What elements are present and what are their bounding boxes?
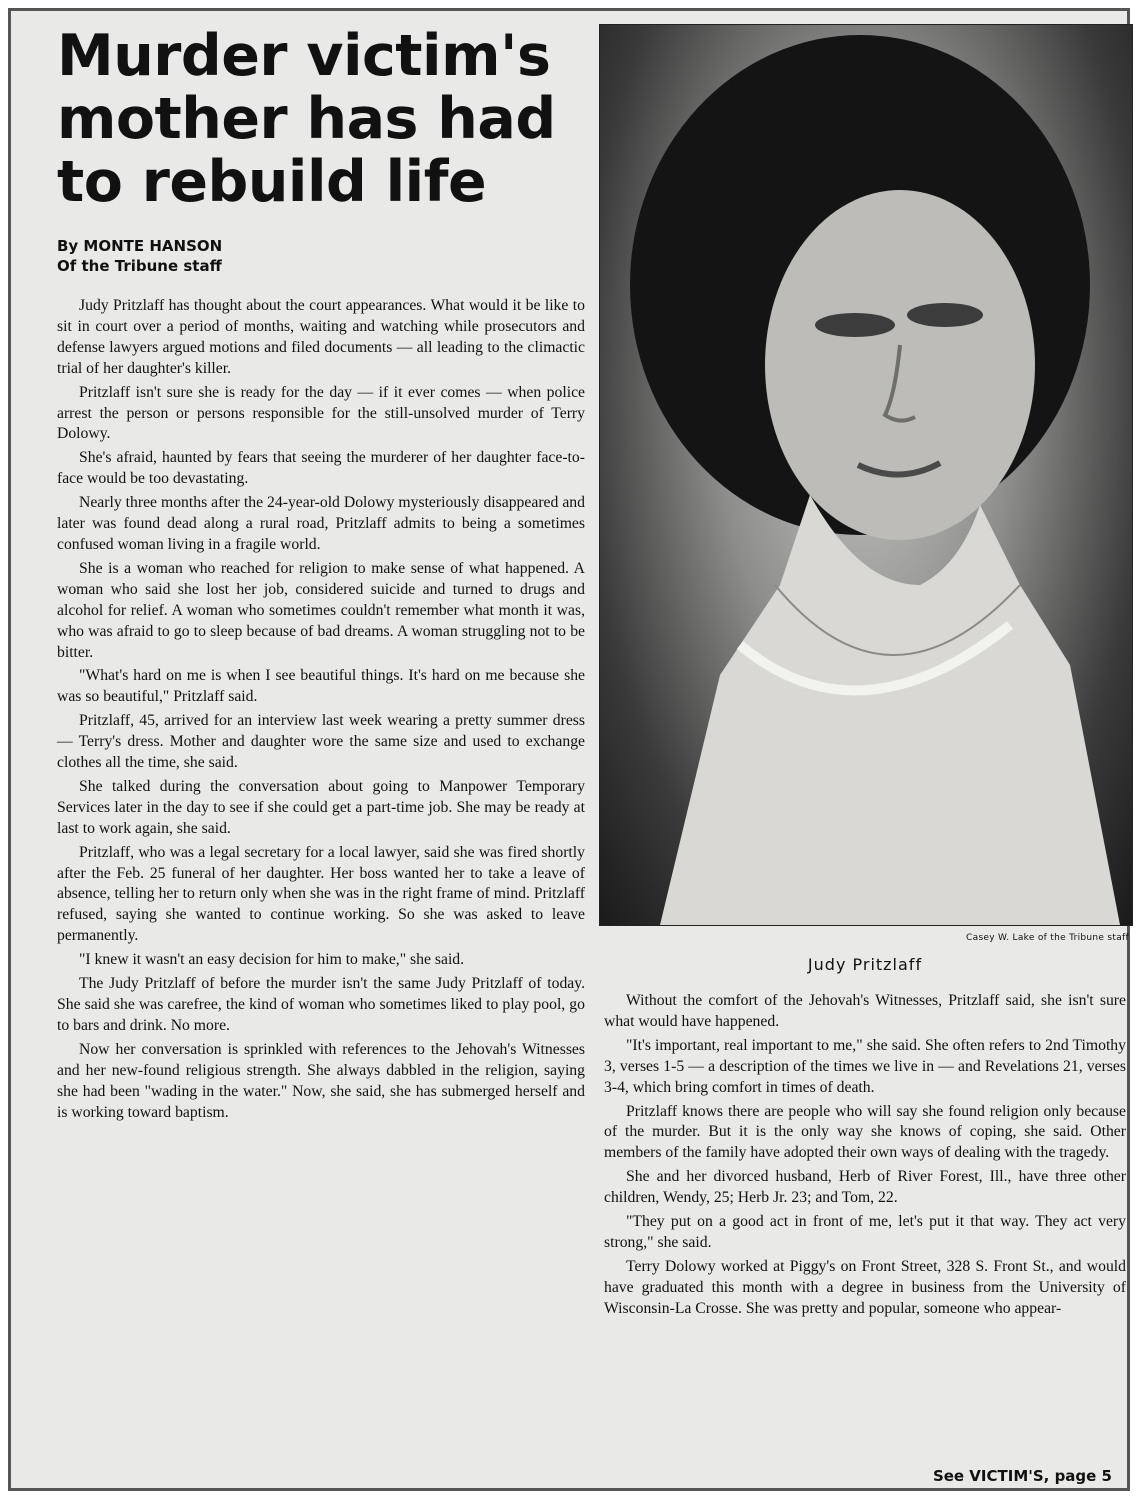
byline-author: By MONTE HANSON [57,237,223,255]
portrait-photo [599,24,1133,926]
paragraph: Nearly three months after the 24-year-old Dolowy mysteriously disappeared and later was found dead along a rural road, Pritzlaff admits to being a sometimes confused woman living in a fragile world. [57,494,585,553]
paragraph: Terry Dolowy worked at Piggy's on Front Street, 328 S. Front St., and would have graduated this month with a degree in business from the University of Wisconsin-La Crosse. She was pretty and popular, someone who appear- [604,1257,1126,1317]
byline-staff: Of the Tribune staff [57,257,222,275]
paragraph: Pritzlaff isn't sure she is ready for the day — if it ever comes — when police arrest the person or persons responsible for the still-unsolved murder of Terry Dolowy. [57,383,585,443]
headline: Murder victim's mother has had to rebuild life [57,23,556,215]
paragraph: She talked during the conversation about going to Manpower Temporary Services later in the day to see if she could get a part-time job. She may be ready at last to work again, she said. [57,777,585,837]
photo-caption: Judy Pritzlaff [807,955,923,974]
paragraph: She's afraid, haunted by fears that seeing the murderer of her daughter face-to-face would be too devastating. [57,449,585,488]
paragraph: Pritzlaff knows there are people who will say she found religion only because of the murder. But it is the only way she knows of coping, she said. Other members of the family have adopted their own ways of dealing with the tragedy. [604,1102,1126,1162]
paragraph: The Judy Pritzlaff of before the murder isn't the same Judy Pritzlaff of today. She said she was carefree, the kind of woman who sometimes liked to play pool, go to bars and drink. No more. [57,975,585,1034]
paragraph: She and her divorced husband, Herb of River Forest, Ill., have three other children, Wendy, 25; Herb Jr. 23; and Tom, 22. [604,1168,1126,1207]
newspaper-clipping [8,8,1130,1491]
paragraph: Pritzlaff, 45, arrived for an interview last week wearing a pretty summer dress — Terry's dress. Mother and daughter wore the same size and used to exchange clothes all the time, she said. [57,712,585,772]
paragraph: "They put on a good act in front of me, let's put it that way. They act very strong," she said. [604,1213,1126,1251]
continuation-note: See VICTIM'S, page 5 [932,1467,1112,1485]
paragraph: "It's important, real important to me," she said. She often refers to 2nd Timothy 3, verses 1-5 — a description of the times we live in — and Revelations 21, verses 3-4, which bring comfort in times of death. [604,1036,1126,1096]
portrait-illustration [600,25,1132,925]
paragraph: Judy Pritzlaff has thought about the court appearances. What would it be like to sit in court over a period of months, waiting and watching while prosecutors and defense lawyers argued motions and filed documents — all leading to the climactic trial of her daughter's killer. [57,297,585,377]
paragraph: "I knew it wasn't an easy decision for him to make," she said. [79,951,465,969]
right-column-body [604,991,1126,1323]
paragraph: She is a woman who reached for religion to make sense of what happened. A woman who said she lost her job, considered suicide and turned to drugs and alcohol for relief. A woman who sometimes couldn't remember what month it was, who was afraid to go to sleep because of bad dreams. A woman struggling not to be bitter. [57,559,585,661]
left-column-body [57,296,585,1123]
photo-credit: Casey W. Lake of the Tribune staff [966,933,1129,943]
byline [57,236,585,276]
paragraph: Without the comfort of the Jehovah's Witnesses, Pritzlaff said, she isn't sure what would have happened. [604,992,1126,1030]
paragraph: Now her conversation is sprinkled with references to the Jehovah's Witnesses and her new-found religious strength. She always dabbled in the religion, saying she had been "wading in the water." Now, she said, she has submerged herself and is working toward baptism. [57,1040,585,1121]
paragraph: Pritzlaff, who was a legal secretary for a local lawyer, said she was fired shortly after the Feb. 25 funeral of her daughter. Her boss wanted her to take a leave of absence, telling her to return only when she was in the right frame of mind. Pritzlaff refused, saying she wanted to continue working. So she was asked to leave permanently. [57,843,585,945]
paragraph: "What's hard on me is when I see beautiful things. It's hard on me because she was so beautiful," Pritzlaff said. [57,667,585,706]
left-column [57,25,585,1126]
